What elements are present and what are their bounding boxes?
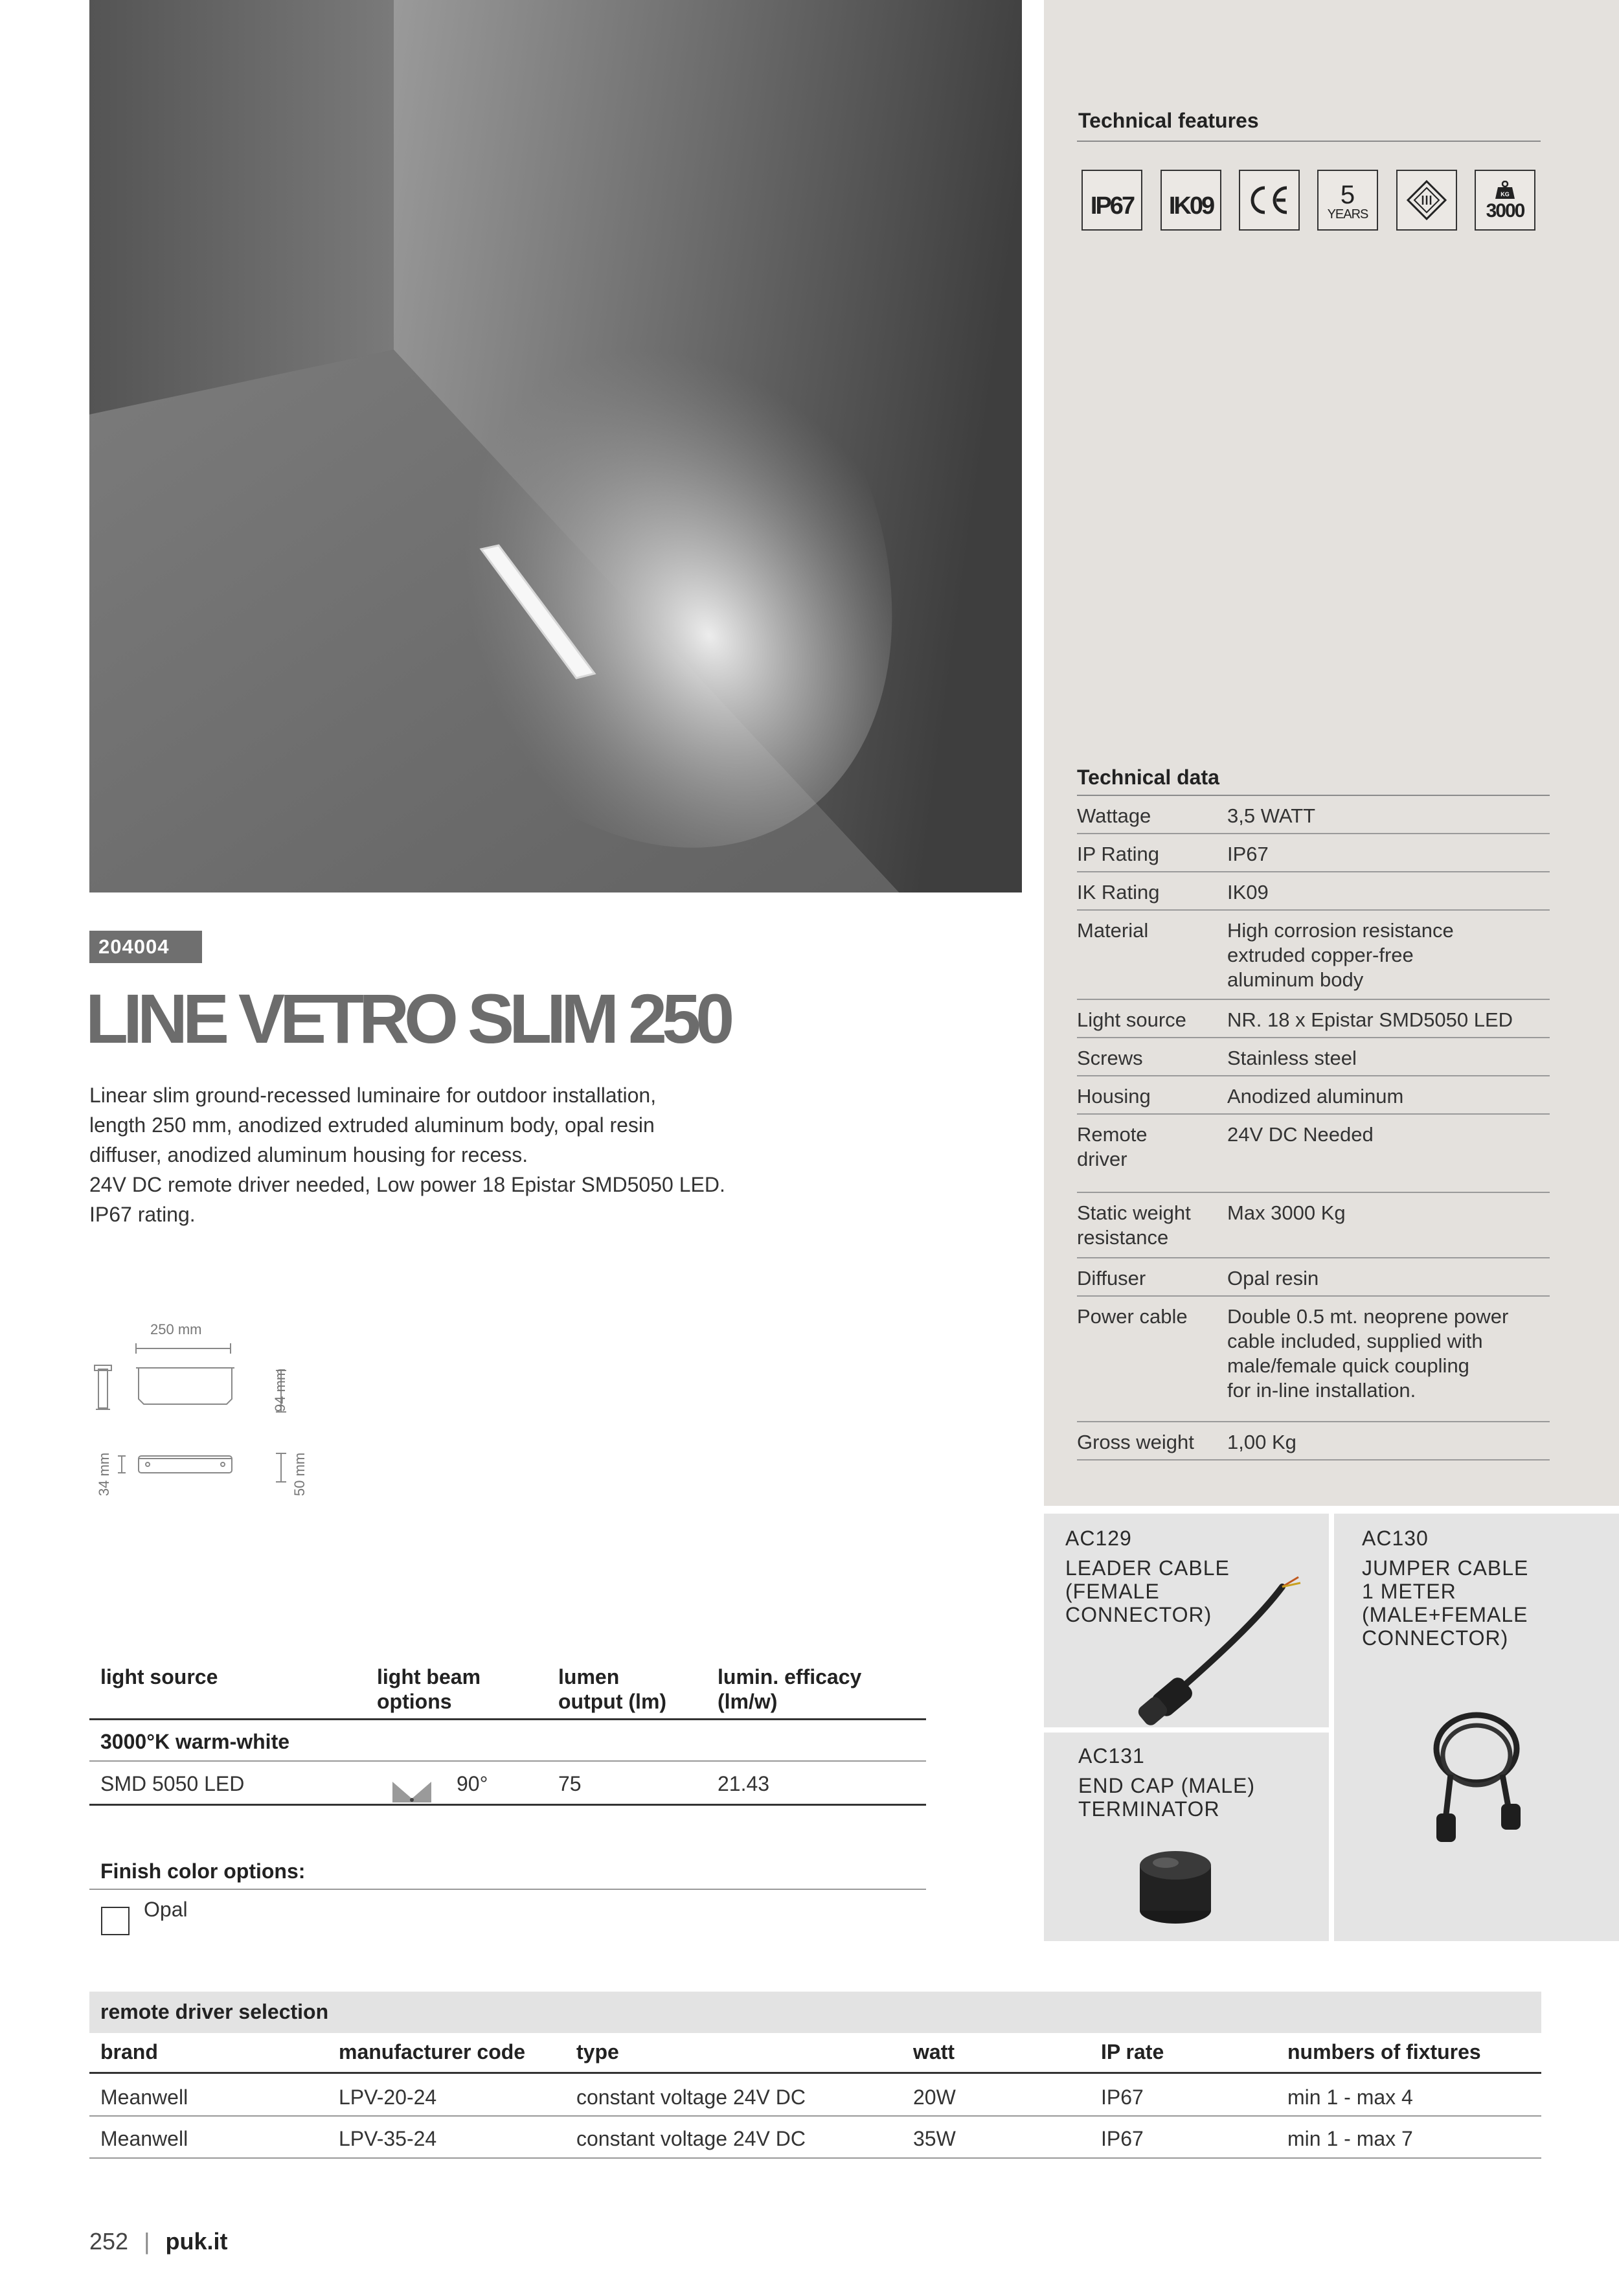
rd-cell: constant voltage 24V DC <box>576 2127 806 2150</box>
rd-cell: Meanwell <box>100 2086 188 2109</box>
product-code-badge: 204004 <box>89 931 202 963</box>
ip67-icon: IP67 <box>1081 170 1142 231</box>
finish-opal-swatch[interactable] <box>101 1907 130 1935</box>
divider <box>89 1718 926 1720</box>
divider <box>89 2072 1541 2074</box>
tech-label: Gross weight <box>1077 1431 1194 1453</box>
tech-label: Wattage <box>1077 804 1151 827</box>
tech-label: IP Rating <box>1077 843 1159 865</box>
tech-value: 24V DC Needed <box>1227 1123 1374 1146</box>
svg-text:KG: KG <box>1500 191 1510 198</box>
description-line: length 250 mm, anodized extruded aluminum body, opal resin <box>89 1113 655 1137</box>
tech-value: Anodized aluminum <box>1227 1085 1404 1108</box>
rd-cell: LPV-20-24 <box>339 2086 437 2109</box>
accessory-name: END CAP (MALE) TERMINATOR <box>1078 1774 1256 1821</box>
technical-features-title: Technical features <box>1078 109 1259 132</box>
tech-row-screws <box>1077 1038 1550 1076</box>
tech-row-gross-weight <box>1077 1422 1550 1461</box>
description-line: Linear slim ground-recessed luminaire for outdoor installation, <box>89 1084 657 1107</box>
tech-label: Diffuser <box>1077 1267 1146 1290</box>
finish-option-label: Opal <box>144 1898 188 1921</box>
col-header-beam: light beam options <box>377 1665 481 1713</box>
tech-value: 1,00 Kg <box>1227 1431 1296 1453</box>
ce-mark-icon <box>1239 170 1300 231</box>
tech-label: Remote driver <box>1077 1123 1148 1170</box>
tech-row-housing <box>1077 1076 1550 1115</box>
tech-label: Power cable <box>1077 1305 1188 1328</box>
rd-header-brand: brand <box>100 2040 158 2063</box>
remote-driver-title: remote driver selection <box>100 2000 329 2023</box>
col-header-lumen: lumen output (lm) <box>558 1665 667 1713</box>
rd-header-fixtures: numbers of fixtures <box>1287 2040 1481 2063</box>
col-header-light-source: light source <box>100 1665 218 1688</box>
rd-cell: min 1 - max 7 <box>1287 2127 1413 2150</box>
accessory-code: AC129 <box>1065 1527 1132 1550</box>
product-photo <box>89 0 1022 892</box>
tech-value: 3,5 WATT <box>1227 804 1316 827</box>
warranty-icon: 5 YEARS <box>1317 170 1378 231</box>
tech-label: IK Rating <box>1077 881 1160 904</box>
rd-header-code: manufacturer code <box>339 2040 526 2063</box>
dimension-height: 94 mm <box>272 1368 288 1412</box>
description-line: IP67 rating. <box>89 1203 196 1226</box>
tech-row-wattage <box>1077 796 1550 834</box>
divider <box>89 1804 926 1806</box>
tech-value: IK09 <box>1227 881 1269 904</box>
page-number: 252 <box>89 2228 129 2255</box>
product-photo-scene <box>89 0 1022 892</box>
divider <box>89 1889 926 1890</box>
divider <box>89 2115 1541 2117</box>
finish-title: Finish color options: <box>100 1859 306 1883</box>
tech-value: Stainless steel <box>1227 1047 1357 1069</box>
accessory-name: LEADER CABLE (FEMALE CONNECTOR) <box>1065 1556 1230 1626</box>
divider <box>89 2157 1541 2159</box>
weight-icon: KG 3000 <box>1475 170 1535 231</box>
product-title: LINE VETRO SLIM 250 <box>85 979 730 1058</box>
description-line: diffuser, anodized aluminum housing for recess. <box>89 1143 528 1166</box>
rd-cell: IP67 <box>1101 2127 1144 2150</box>
tech-row-remote-driver <box>1077 1115 1550 1193</box>
tech-value: High corrosion resistance extruded copper-free aluminum body <box>1227 919 1454 991</box>
jumper-cable-image <box>1399 1697 1554 1856</box>
tech-value: NR. 18 x Epistar SMD5050 LED <box>1227 1008 1513 1031</box>
ik09-icon: IK09 <box>1160 170 1221 231</box>
rd-cell: Meanwell <box>100 2127 188 2150</box>
beam-cell: 90° <box>457 1772 488 1795</box>
light-source-cell: SMD 5050 LED <box>100 1772 245 1795</box>
dimension-depth: 50 mm <box>291 1452 308 1496</box>
tech-row-static-weight <box>1077 1193 1550 1258</box>
rd-cell: 20W <box>913 2086 956 2109</box>
tech-label: Housing <box>1077 1085 1151 1108</box>
lumen-cell: 75 <box>558 1772 582 1795</box>
tech-row-ik <box>1077 872 1550 911</box>
rd-cell: IP67 <box>1101 2086 1144 2109</box>
tech-row-material <box>1077 911 1550 1000</box>
col-header-efficacy: lumin. efficacy (lm/w) <box>718 1665 862 1713</box>
footer-separator: | <box>144 2228 150 2255</box>
efficacy-cell: 21.43 <box>718 1772 770 1795</box>
tech-value: Double 0.5 mt. neoprene power cable included, supplied with male/female quick coupling for in-line installation. <box>1227 1305 1509 1402</box>
accessory-code: AC131 <box>1078 1744 1145 1767</box>
color-temperature-group: 3000°K warm-white <box>100 1730 290 1753</box>
accessory-name: JUMPER CABLE 1 METER (MALE+FEMALE CONNECTOR) <box>1362 1556 1529 1650</box>
leader-cable-image <box>1114 1574 1308 1733</box>
accessory-code: AC130 <box>1362 1527 1429 1550</box>
divider <box>1077 141 1541 142</box>
end-cap-image <box>1127 1839 1224 1933</box>
tech-label: Light source <box>1077 1008 1186 1031</box>
class-iii-icon <box>1396 170 1457 231</box>
beam-angle-icon <box>392 1779 431 1806</box>
tech-row-power-cable <box>1077 1297 1550 1422</box>
divider <box>89 1760 926 1762</box>
rd-cell: constant voltage 24V DC <box>576 2086 806 2109</box>
rd-cell: min 1 - max 4 <box>1287 2086 1413 2109</box>
dimension-width: 34 mm <box>96 1452 112 1496</box>
footer <box>89 2228 227 2255</box>
tech-label: Screws <box>1077 1047 1143 1069</box>
tech-row-ip <box>1077 834 1550 872</box>
description-line: 24V DC remote driver needed, Low power 18 Epistar SMD5050 LED. <box>89 1173 725 1196</box>
tech-row-light-source <box>1077 1000 1550 1038</box>
rd-header-type: type <box>576 2040 619 2063</box>
site-link[interactable]: puk.it <box>165 2228 228 2255</box>
rd-header-ip: IP rate <box>1101 2040 1164 2063</box>
tech-row-diffuser <box>1077 1258 1550 1297</box>
rd-cell: LPV-35-24 <box>339 2127 437 2150</box>
dimension-length: 250 mm <box>150 1321 202 1337</box>
tech-value: Opal resin <box>1227 1267 1319 1290</box>
tech-label: Material <box>1077 919 1149 942</box>
tech-value: IP67 <box>1227 843 1269 865</box>
tech-value: Max 3000 Kg <box>1227 1201 1346 1224</box>
technical-data-title: Technical data <box>1077 766 1219 789</box>
tech-label: Static weight resistance <box>1077 1201 1191 1249</box>
rd-cell: 35W <box>913 2127 956 2150</box>
rd-header-watt: watt <box>913 2040 955 2063</box>
